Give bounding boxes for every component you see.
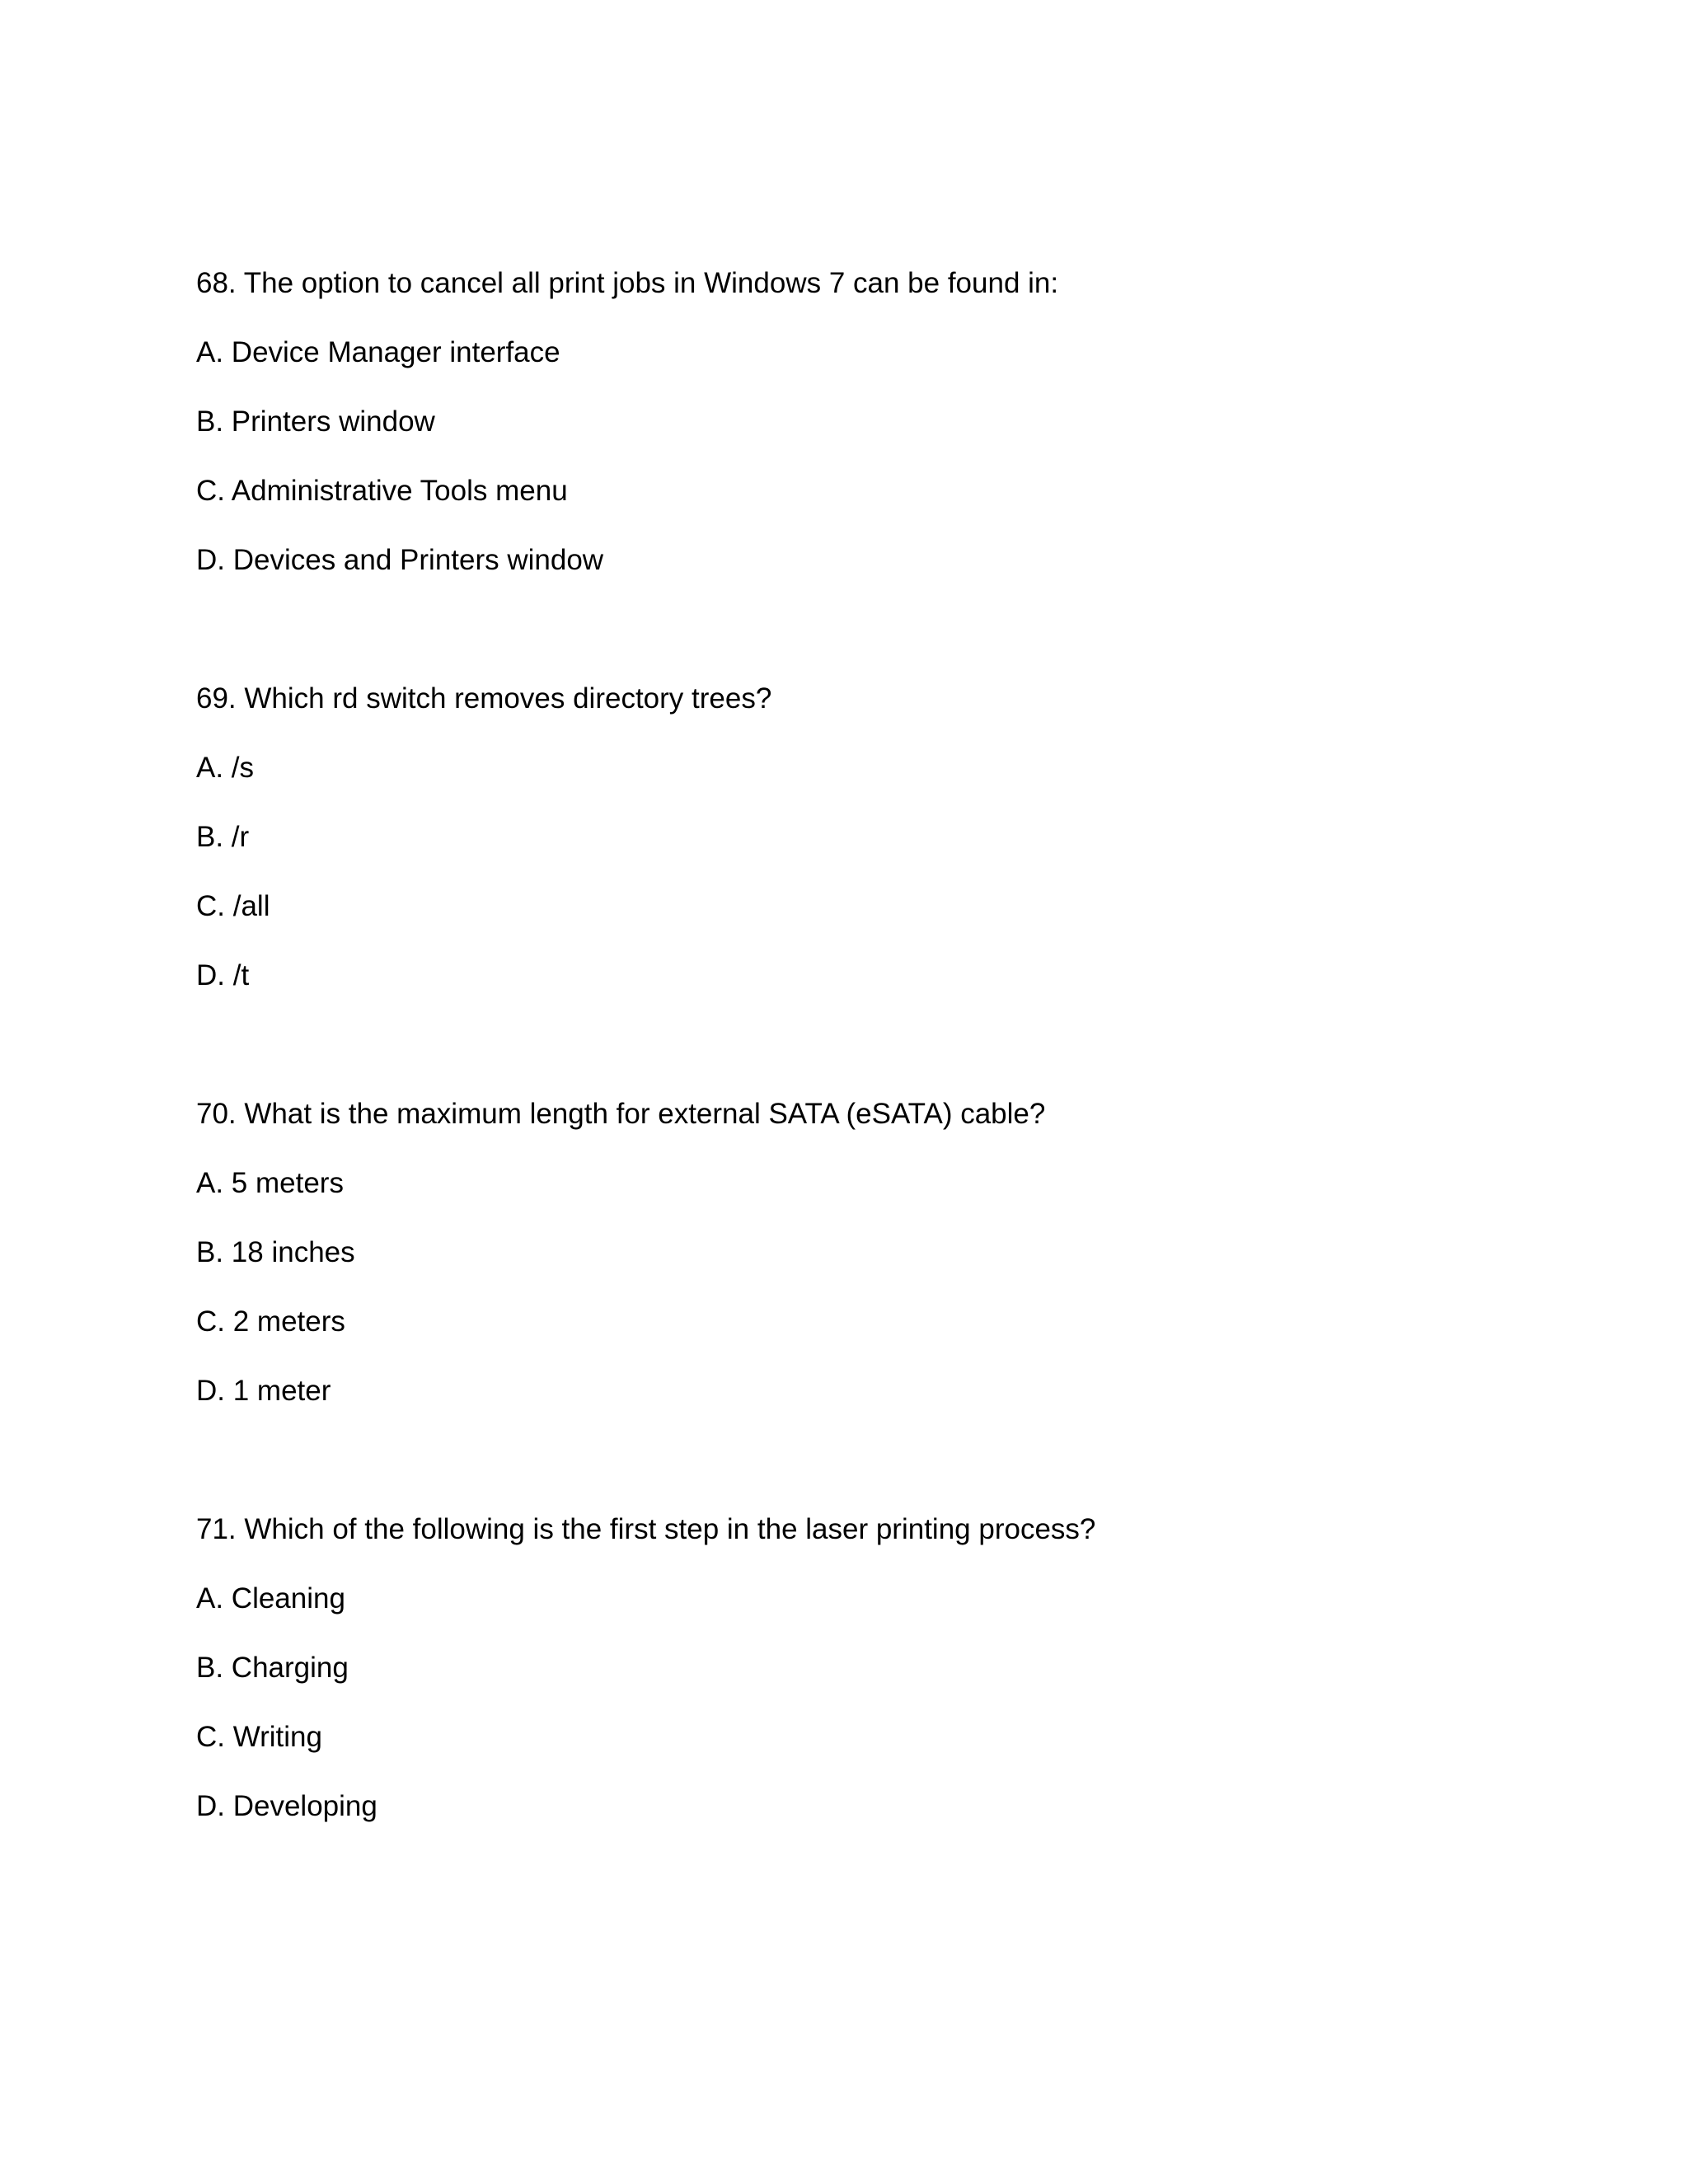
answer-option-b: B. /r <box>196 821 250 853</box>
answer-option-b: B. 18 inches <box>196 1236 355 1268</box>
answer-option-b: B. Charging <box>196 1652 349 1684</box>
answer-option-c: C. /all <box>196 890 270 922</box>
answer-option-d: D. 1 meter <box>196 1375 331 1407</box>
answer-option-b: B. Printers window <box>196 405 435 438</box>
question-stem: 71. Which of the following is the first step in the laser printing process? <box>196 1513 1096 1545</box>
answer-option-a: A. 5 meters <box>196 1167 344 1199</box>
answer-option-a: A. Cleaning <box>196 1582 345 1615</box>
question-stem: 69. Which rd switch removes directory trees? <box>196 682 772 715</box>
answer-option-a: A. Device Manager interface <box>196 336 560 368</box>
question-stem: 68. The option to cancel all print jobs in Windows 7 can be found in: <box>196 267 1059 299</box>
answer-option-c: C. Administrative Tools menu <box>196 475 568 507</box>
answer-option-c: C. 2 meters <box>196 1305 345 1338</box>
answer-option-d: D. Developing <box>196 1790 377 1822</box>
answer-option-c: C. Writing <box>196 1721 322 1753</box>
question-stem: 70. What is the maximum length for external SATA (eSATA) cable? <box>196 1098 1046 1130</box>
answer-option-a: A. /s <box>196 752 255 784</box>
answer-option-d: D. /t <box>196 959 250 991</box>
answer-option-d: D. Devices and Printers window <box>196 544 604 576</box>
